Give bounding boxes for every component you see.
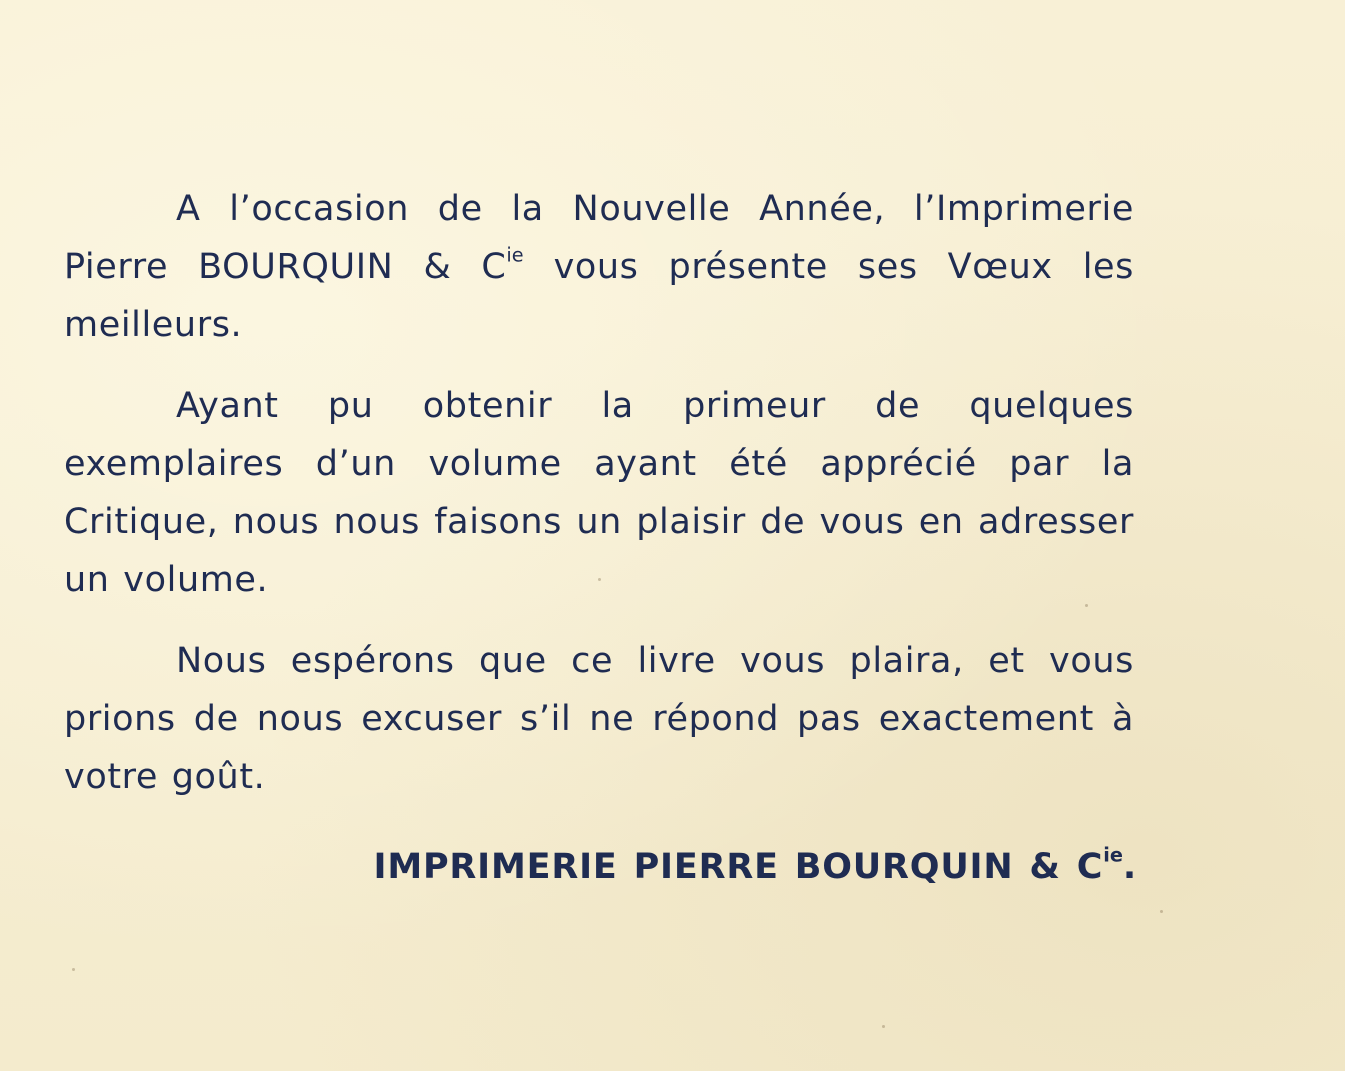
signature-text: IMPRIMERIE PIERRE BOURQUIN & C [373,847,1104,887]
paper-speck [1085,604,1088,607]
paragraph-1-text: A l’occasion de la Nouvelle Année, l’Imprimerie Pierre BOURQUIN & C [64,189,1134,287]
paper-speck [72,968,75,971]
paragraph-new-year-wishes [64,180,1134,354]
paper-speck [882,1025,885,1028]
paragraph-apology: Nous espérons que ce livre vous plaira, et vous prions de nous excuser s’il ne répond pas exactement à votre goût. [64,641,1134,797]
paragraph-1-superscript: ie [506,243,524,267]
signature-period: . [1122,847,1137,887]
paragraph-volume-offer: Ayant pu obtenir la primeur de quelques exemplaires d’un volume ayant été apprécié par la Critique, nous nous faisons un plaisir de vous en adresser un volume. [64,386,1134,600]
signature-superscript: ie [1103,843,1123,867]
letter-body [64,180,1134,806]
signature [374,838,1138,896]
paragraph-1-text-end: vous présente ses Vœux les meilleurs. [64,247,1134,345]
paper-speck [598,578,601,581]
paper-speck [1160,910,1163,913]
